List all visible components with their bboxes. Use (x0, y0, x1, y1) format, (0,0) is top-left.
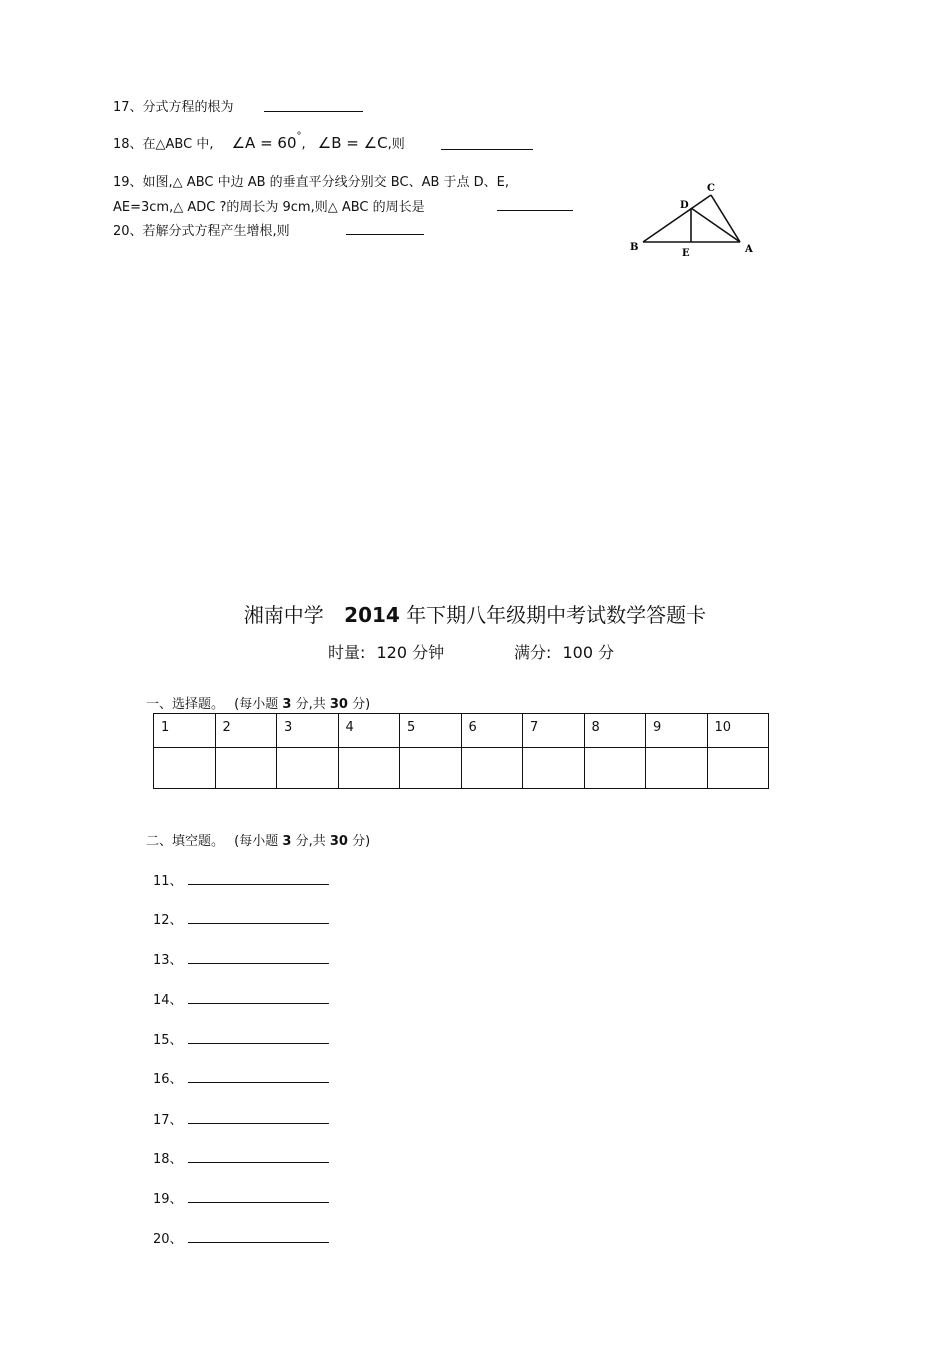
section-1-note-close: 分) (352, 697, 371, 712)
question-17-answer-blank (264, 111, 363, 112)
section-2-note-mid: 分,共 (295, 834, 326, 849)
choice-number-cell: 1 (154, 714, 216, 748)
section-1-total: 30 (329, 697, 348, 712)
choice-answer-cell[interactable] (154, 748, 216, 789)
question-19-line-1: 19、如图,△ ABC 中边 AB 的垂直平分线分别交 BC、AB 于点 D、E, (113, 175, 510, 190)
choice-number-cell: 6 (461, 714, 523, 748)
choice-answer-cell[interactable] (215, 748, 277, 789)
title-year: 2014 (344, 603, 400, 627)
choice-answer-table (153, 713, 769, 789)
choice-answer-row (154, 748, 769, 789)
fill-item-17 (153, 1109, 183, 1128)
question-18-angle-b: ∠B = ∠C (317, 134, 388, 152)
choice-answer-cell[interactable] (707, 748, 769, 789)
choice-number-cell: 9 (646, 714, 708, 748)
fill-answer-line[interactable] (188, 1043, 329, 1044)
choice-number-cell: 4 (338, 714, 400, 748)
fill-item-18 (153, 1148, 183, 1167)
fill-answer-line[interactable] (188, 1003, 329, 1004)
fill-answer-line[interactable] (188, 884, 329, 885)
section-2-total: 30 (329, 834, 348, 849)
question-18-suffix: ,则 (387, 137, 405, 152)
choice-answer-cell[interactable] (338, 748, 400, 789)
fill-item-number: 16、 (153, 1072, 183, 1087)
fill-item-number: 17、 (153, 1113, 183, 1128)
fill-answer-line[interactable] (188, 1123, 329, 1124)
fill-item-number: 15、 (153, 1033, 183, 1048)
exam-full-score (514, 640, 614, 663)
label-e: E (682, 248, 690, 259)
exam-time (328, 640, 444, 663)
fill-answer-line[interactable] (188, 1082, 329, 1083)
section-1-note-mid: 分,共 (295, 697, 326, 712)
choice-number-cell: 2 (215, 714, 277, 748)
label-a: A (745, 244, 753, 255)
label-b: B (630, 242, 639, 253)
choice-number-cell: 8 (584, 714, 646, 748)
question-20-answer-blank (346, 234, 424, 235)
question-18-separator: , (301, 137, 306, 152)
school-name: 湘南中学 (243, 603, 324, 627)
section-1-label: 一、选择题。 (146, 697, 225, 712)
fill-item-13 (153, 949, 183, 968)
question-18-prefix: 18、在△ABC 中, (113, 137, 214, 152)
fill-answer-line[interactable] (188, 1242, 329, 1243)
fill-item-number: 14、 (153, 993, 183, 1008)
triangle-figure (625, 178, 760, 262)
question-17 (113, 96, 234, 115)
segment-bc (643, 195, 711, 242)
degree-symbol: ° (296, 131, 302, 142)
fill-item-11 (153, 870, 183, 889)
fill-answer-line[interactable] (188, 1162, 329, 1163)
fill-item-16 (153, 1068, 183, 1087)
label-c: C (707, 183, 715, 194)
section-2-label: 二、填空题。 (146, 834, 225, 849)
time-value: 120 分钟 (376, 643, 445, 662)
section-2-heading (146, 830, 370, 849)
label-d: D (680, 200, 689, 211)
section-2-note-close: 分) (352, 834, 371, 849)
segment-da (691, 208, 740, 242)
question-19-line-2: AE=3cm,△ ADC ?的周长为 9cm,则△ ABC 的周长是 (113, 200, 425, 215)
section-1-note-open: (每小题 (234, 697, 279, 712)
question-18-angle-a: ∠A = 60 (231, 134, 297, 152)
fill-item-12 (153, 909, 183, 928)
fill-answer-line[interactable] (188, 963, 329, 964)
fill-item-number: 20、 (153, 1232, 183, 1247)
choice-number-cell: 10 (707, 714, 769, 748)
question-18 (113, 133, 405, 152)
time-label: 时量: (328, 643, 366, 662)
fill-item-number: 11、 (153, 874, 183, 889)
score-value: 100 分 (562, 643, 615, 662)
choice-number-cell: 3 (277, 714, 339, 748)
section-1-heading (146, 693, 370, 712)
fill-item-14 (153, 989, 183, 1008)
title-suffix: 年下期八年级期中考试数学答题卡 (406, 603, 707, 627)
segment-ca (711, 195, 740, 242)
fill-item-number: 12、 (153, 913, 183, 928)
question-18-answer-blank (441, 149, 533, 150)
fill-item-number: 19、 (153, 1192, 183, 1207)
fill-item-15 (153, 1029, 183, 1048)
choice-answer-cell[interactable] (584, 748, 646, 789)
choice-number-cell: 5 (400, 714, 462, 748)
choice-number-cell: 7 (523, 714, 585, 748)
choice-answer-cell[interactable] (277, 748, 339, 789)
section-1-points: 3 (282, 697, 292, 712)
fill-answer-line[interactable] (188, 1202, 329, 1203)
answer-card-title (0, 599, 950, 628)
choice-header-row (154, 714, 769, 748)
question-17-text: 17、分式方程的根为 (113, 100, 234, 115)
fill-item-19 (153, 1188, 183, 1207)
choice-answer-cell[interactable] (400, 748, 462, 789)
choice-answer-cell[interactable] (646, 748, 708, 789)
question-19-answer-blank (497, 210, 573, 211)
fill-answer-line[interactable] (188, 923, 329, 924)
fill-item-number: 18、 (153, 1152, 183, 1167)
choice-answer-cell[interactable] (461, 748, 523, 789)
choice-answer-cell[interactable] (523, 748, 585, 789)
section-2-points: 3 (282, 834, 292, 849)
section-2-note-open: (每小题 (234, 834, 279, 849)
fill-item-number: 13、 (153, 953, 183, 968)
score-label: 满分: (514, 643, 552, 662)
fill-item-20 (153, 1228, 183, 1247)
question-20: 20、若解分式方程产生增根,则 (113, 224, 290, 239)
